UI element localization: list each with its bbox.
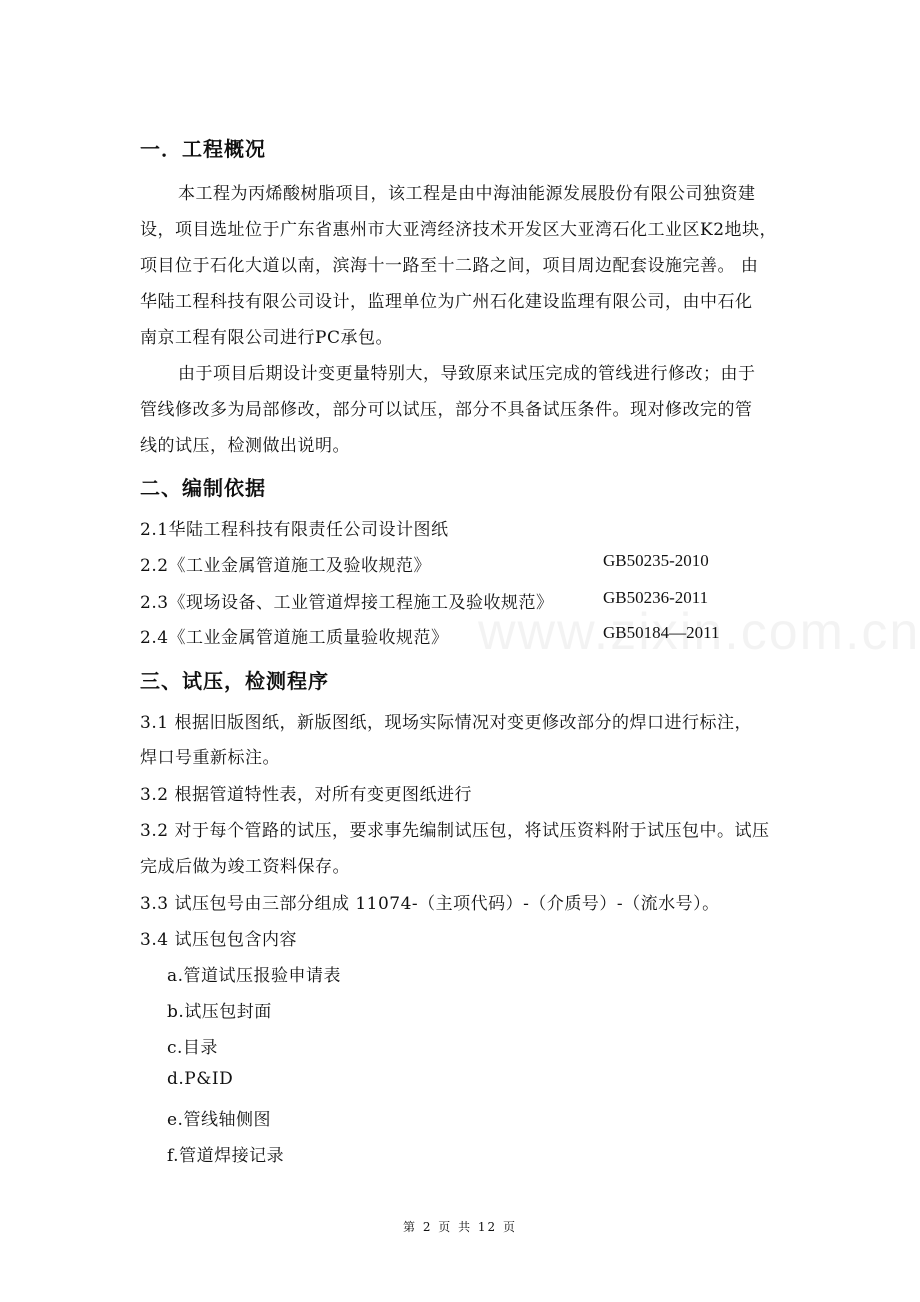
paragraph-line: 管线修改多为局部修改，部分可以试压，部分不具备试压条件。现对修改完的管 (140, 400, 753, 420)
procedure-line: 焊口号重新标注。 (140, 748, 280, 768)
paragraph-line: 项目位于石化大道以南，滨海十一路至十二路之间，项目周边配套设施完善。 由 (140, 256, 759, 276)
paragraph-line: 华陆工程科技有限公司设计，监理单位为广州石化建设监理有限公司，由中石化 (140, 292, 753, 312)
standard-code: GB50184—2011 (603, 623, 720, 642)
paragraph-line: 南京工程有限公司进行PC承包。 (140, 328, 393, 348)
reference-item: 2.4《工业金属管道施工质量验收规范》 (140, 628, 449, 648)
section-3-heading: 三、试压，检测程序 (140, 669, 329, 693)
reference-item: 2.1华陆工程科技有限责任公司设计图纸 (140, 520, 449, 540)
procedure-line: 3.2 根据管道特性表，对所有变更图纸进行 (140, 785, 472, 805)
paragraph-line: 由于项目后期设计变更量特别大，导致原来试压完成的管线进行修改；由于 (178, 364, 756, 384)
procedure-line: 3.3 试压包号由三部分组成 11074-（主项代码）-（介质号）-（流水号）。 (140, 894, 720, 914)
list-item: b.试压包封面 (167, 1002, 272, 1022)
procedure-line: 完成后做为竣工资料保存。 (140, 857, 350, 877)
list-item: c.目录 (167, 1038, 218, 1058)
procedure-line: 3.2 对于每个管路的试压，要求事先编制试压包，将试压资料附于试压包中。试压 (140, 821, 770, 841)
paragraph-line: 线的试压，检测做出说明。 (140, 436, 350, 456)
list-item: a.管道试压报验申请表 (167, 966, 342, 986)
section-1-heading: 一．工程概况 (140, 137, 266, 161)
paragraph-line: 本工程为丙烯酸树脂项目，该工程是由中海油能源发展股份有限公司独资建 (178, 184, 756, 204)
list-item: d.P&ID (167, 1069, 234, 1089)
paragraph-line: 设，项目选址位于广东省惠州市大亚湾经济技术开发区大亚湾石化工业区K2地块， (140, 220, 778, 240)
procedure-line: 3.1 根据旧版图纸，新版图纸，现场实际情况对变更修改部分的焊口进行标注， (140, 713, 752, 733)
list-item: f.管道焊接记录 (167, 1146, 285, 1166)
page-number-footer: 第 2 页 共 12 页 (403, 1220, 517, 1234)
list-item: e.管线轴侧图 (167, 1110, 271, 1130)
standard-code: GB50235-2010 (603, 551, 709, 570)
section-2-heading: 二、编制依据 (140, 476, 266, 500)
standard-code: GB50236-2011 (603, 588, 709, 607)
reference-item: 2.2《工业金属管道施工及验收规范》 (140, 556, 432, 576)
procedure-line: 3.4 试压包包含内容 (140, 930, 297, 950)
reference-item: 2.3《现场设备、工业管道焊接工程施工及验收规范》 (140, 593, 554, 613)
